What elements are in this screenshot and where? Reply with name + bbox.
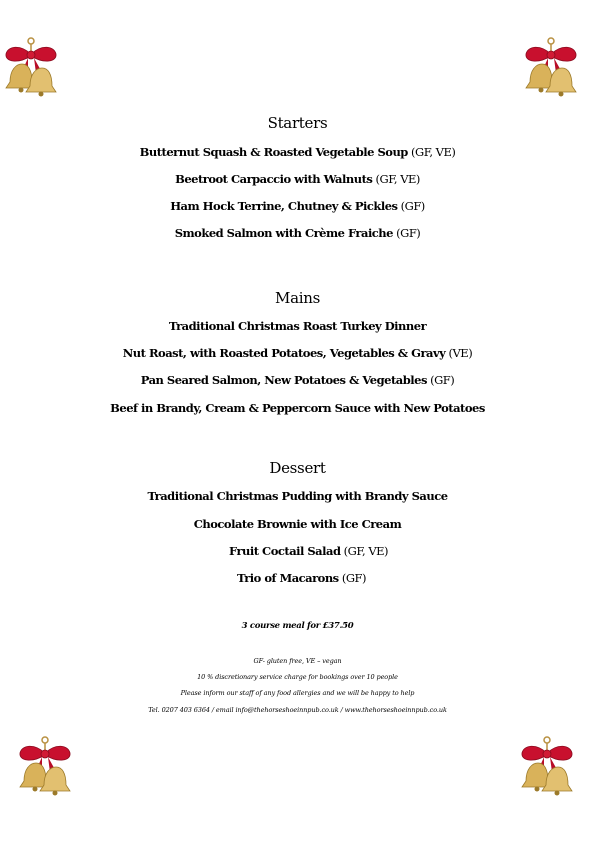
dish-name: Chocolate Brownie with Ice Cream <box>193 517 402 531</box>
dietary-tag: (VE) <box>445 346 473 360</box>
menu-item <box>0 346 595 360</box>
dish-name: Beef in Brandy, Cream & Peppercorn Sauce with New Potatoes <box>110 401 485 415</box>
dish-name: Beetroot Carpaccio with Walnuts <box>175 172 373 186</box>
bells-group <box>6 38 56 97</box>
menu-item <box>0 517 595 531</box>
dietary-tag: (GF) <box>338 571 366 585</box>
service-charge-note: 10 % discretionary service charge for bookings over 10 people <box>197 673 398 681</box>
dietary-tag: (GF, VE) <box>340 544 389 558</box>
dietary-legend: GF- gluten free, VE – vegan <box>253 657 342 665</box>
menu-item <box>0 544 595 558</box>
allergy-note: Please inform our staff of any food allergies and we will be happy to help <box>180 689 415 697</box>
dish-name: Traditional Christmas Roast Turkey Dinner <box>168 319 427 333</box>
dietary-tag: (GF) <box>397 199 425 213</box>
dietary-tag: (GF) <box>426 373 455 387</box>
christmas-bells-icon <box>520 36 582 102</box>
dish-name: Smoked Salmon with Crème Fraiche <box>174 226 393 240</box>
dietary-tag: (GF, VE) <box>407 145 456 159</box>
menu-item <box>0 571 595 585</box>
dish-name: Pan Seared Salmon, New Potatoes & Vegetables <box>140 373 427 387</box>
menu-item <box>0 319 595 333</box>
menu-item <box>0 172 595 186</box>
starters-heading: Starters <box>267 114 328 132</box>
set-menu-price: 3 course meal for £37.50 <box>241 621 354 631</box>
dietary-tag: (GF, VE) <box>372 172 420 186</box>
menu-item <box>0 145 595 159</box>
menu-item <box>0 401 595 415</box>
dish-name: Fruit Coctail Salad <box>228 544 341 558</box>
dish-name: Nut Roast, with Roasted Potatoes, Vegetables & Gravy <box>122 346 446 360</box>
christmas-bells-icon <box>516 735 578 801</box>
dish-name: Traditional Christmas Pudding with Brandy Sauce <box>147 489 448 503</box>
dessert-heading: Dessert <box>269 459 326 477</box>
dish-name: Butternut Squash & Roasted Vegetable Soup <box>139 145 408 159</box>
menu-item <box>0 226 595 240</box>
menu-item <box>0 373 595 387</box>
christmas-bells-icon <box>14 735 76 801</box>
menu-item <box>0 489 595 503</box>
christmas-bells-icon <box>0 36 62 102</box>
menu-item <box>0 199 595 213</box>
dish-name: Ham Hock Terrine, Chutney & Pickles <box>170 199 398 213</box>
dish-name: Trio of Macarons <box>237 571 339 585</box>
dietary-tag: (GF) <box>393 226 421 240</box>
contact-info: Tel. 0207 403 6364 / email info@thehorseshoeinnpub.co.uk / www.thehorseshoeinnpub.co.uk <box>148 706 447 714</box>
mains-heading: Mains <box>275 289 320 307</box>
